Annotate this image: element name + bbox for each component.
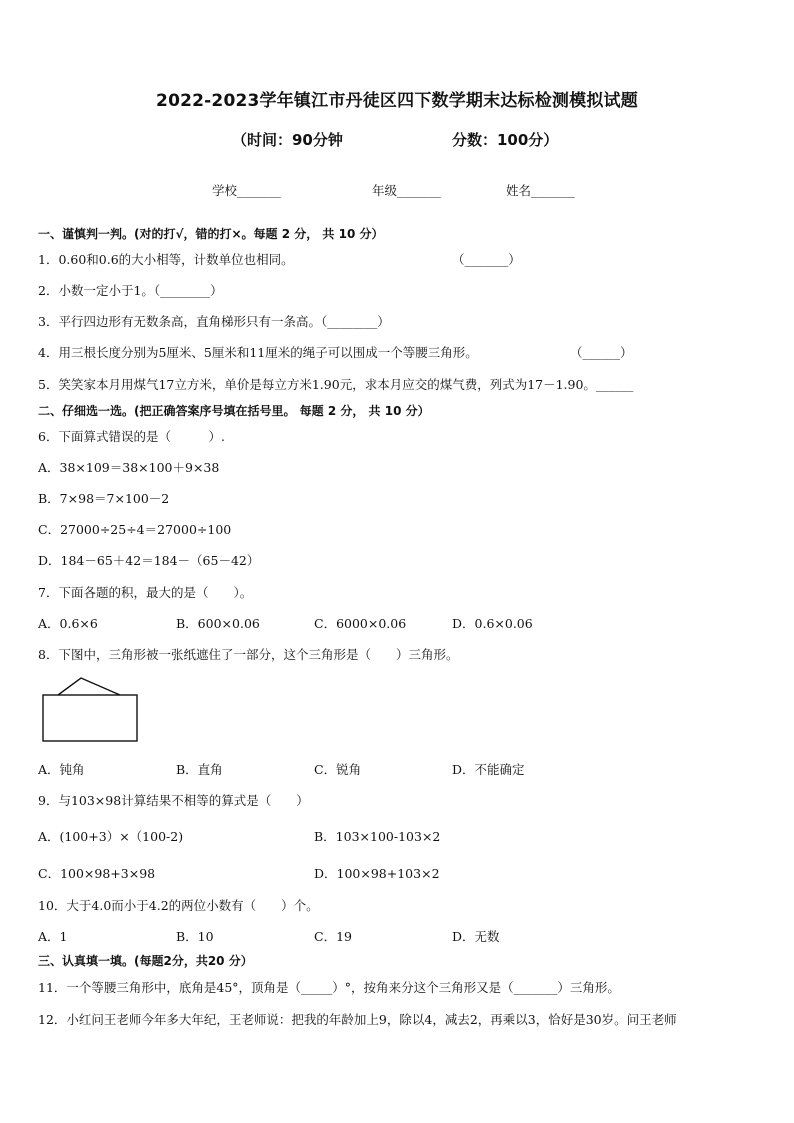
question-6: 6．下面算式错误的是（ ）. xyxy=(38,429,225,444)
covered-triangle-figure xyxy=(40,676,140,744)
question-7-option-b: B．600×0.06 xyxy=(176,616,260,631)
section-2-heading: 二、仔细选一选。(把正确答案序号填在括号里。 每题 2 分， 共 10 分） xyxy=(38,404,430,418)
question-6-option-c: C．27000÷25÷4＝27000÷100 xyxy=(38,522,232,537)
school-field: 学校_______ xyxy=(212,183,281,198)
question-4: 4．用三根长度分别为5厘米、5厘米和11厘米的绳子可以围成一个等腰三角形。 xyxy=(38,345,478,360)
question-7-option-c: C．6000×0.06 xyxy=(314,616,407,631)
question-9-option-a: A．(100+3）×（100-2) xyxy=(38,829,184,844)
exam-score: 分数：100分） xyxy=(452,131,559,149)
question-8-option-b: B．直角 xyxy=(176,762,223,777)
exam-time: （时间：90分钟 xyxy=(232,131,343,149)
question-6-option-a: A．38×109＝38×100＋9×38 xyxy=(38,460,220,475)
question-6-option-b: B．7×98＝7×100－2 xyxy=(38,491,170,506)
question-6-option-d: D．184－65＋42＝184－（65－42） xyxy=(38,553,260,568)
question-4-answer: （______） xyxy=(570,345,633,360)
question-9-option-c: C．100×98+3×98 xyxy=(38,866,156,881)
question-7-option-d: D．0.6×0.06 xyxy=(452,616,533,631)
question-10-option-d: D．无数 xyxy=(452,929,500,944)
question-5: 5．笑笑家本月用煤气17立方米，单价是每立方米1.90元，求本月应交的煤气费，列式为17－1.90。______ xyxy=(38,377,634,392)
question-7-option-a: A．0.6×6 xyxy=(38,616,98,631)
question-10-option-a: A．1 xyxy=(38,929,68,944)
question-10-option-c: C．19 xyxy=(314,929,352,944)
section-1-heading: 一、谨慎判一判。(对的打√，错的打×。每题 2 分， 共 10 分） xyxy=(38,227,384,241)
question-10-option-b: B．10 xyxy=(176,929,214,944)
page-title: 2022-2023学年镇江市丹徒区四下数学期末达标检测模拟试题 xyxy=(156,91,638,111)
question-1-answer: （_______） xyxy=(452,252,521,267)
question-8-option-c: C．锐角 xyxy=(314,762,362,777)
question-10: 10．大于4.0而小于4.2的两位小数有（ ）个。 xyxy=(38,898,319,913)
question-9-option-d: D．100×98+103×2 xyxy=(314,866,440,881)
section-3-heading: 三、认真填一填。(每题2分，共20 分） xyxy=(38,954,253,968)
question-8-option-d: D．不能确定 xyxy=(452,762,525,777)
question-1: 1．0.60和0.6的大小相等，计数单位也相同。 xyxy=(38,252,294,267)
question-11: 11．一个等腰三角形中，底角是45°，顶角是（_____）°，按角来分这个三角形又是（_______）三角形。 xyxy=(38,980,620,995)
name-field: 姓名_______ xyxy=(506,183,575,198)
question-9-option-b: B．103×100-103×2 xyxy=(314,829,441,844)
question-8-option-a: A．钝角 xyxy=(38,762,85,777)
question-2: 2．小数一定小于1。（________） xyxy=(38,283,223,298)
triangle-top xyxy=(58,678,120,695)
covering-paper xyxy=(43,695,137,741)
question-3: 3．平行四边形有无数条高，直角梯形只有一条高。（________） xyxy=(38,314,390,329)
grade-field: 年级_______ xyxy=(372,183,441,198)
question-8: 8．下图中，三角形被一张纸遮住了一部分，这个三角形是（ ）三角形。 xyxy=(38,647,459,662)
question-12: 12．小红问王老师今年多大年纪，王老师说：把我的年龄加上9，除以4，减去2，再乘以3，恰好是30岁。问王老师 xyxy=(38,1012,677,1027)
question-9: 9．与103×98计算结果不相等的算式是（ ） xyxy=(38,793,309,808)
question-7: 7．下面各题的积，最大的是（ ）。 xyxy=(38,585,253,600)
